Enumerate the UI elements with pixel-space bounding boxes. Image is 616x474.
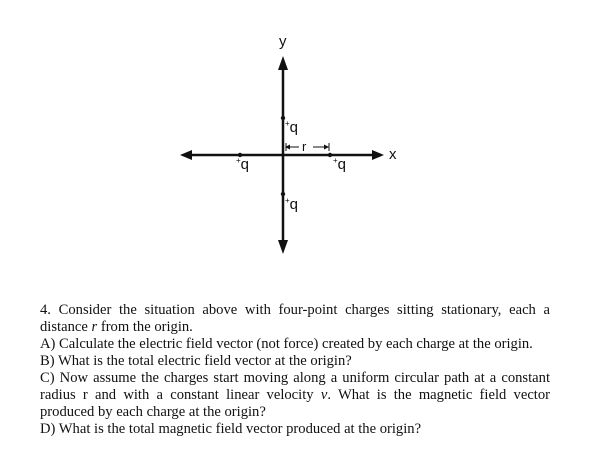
y-axis-arrow-top — [278, 56, 288, 70]
charge-sign: + — [285, 196, 290, 205]
part-d: D) What is the total magnetic field vector produced at the origin? — [40, 421, 422, 437]
distance-label: r — [302, 139, 307, 154]
charge-sign: + — [333, 156, 338, 165]
problem-intro: 4. Consider the situation above with four-point charges sitting stationary, each a distance r from the origin. — [40, 302, 550, 335]
charge-symbol: q — [289, 119, 299, 136]
charge-sign: + — [285, 119, 290, 128]
charge-label-bottom — [285, 197, 298, 212]
x-axis-label: x — [389, 146, 397, 163]
charge-label-right — [333, 157, 346, 172]
distance-arrow-right — [324, 145, 329, 150]
part-a: A) Calculate the electric field vector (not force) created by each charge at the origin. — [40, 336, 533, 352]
charge-label-top — [285, 120, 298, 135]
velocity-variable: v — [320, 387, 328, 403]
charge-sign: + — [236, 156, 241, 165]
distance-variable: r — [91, 319, 98, 335]
part-c: C) Now assume the charges start moving along a uniform circular path at a constant radius r and with a constant linear velocity v. What is the magnetic field vector produced by each charge at the origin? — [40, 370, 551, 420]
x-axis-arrow-left — [180, 150, 192, 160]
y-axis-arrow-bottom — [278, 240, 288, 254]
charge-label-left — [236, 157, 249, 172]
charge-symbol: q — [240, 156, 250, 173]
charge-symbol: q — [337, 156, 347, 173]
y-axis-label: y — [279, 33, 287, 50]
problem-text — [40, 302, 550, 438]
part-b: B) What is the total electric field vector at the origin? — [40, 353, 352, 369]
x-axis-arrow-right — [372, 150, 384, 160]
charge-symbol: q — [289, 196, 299, 213]
charge-dot-right — [328, 153, 332, 157]
